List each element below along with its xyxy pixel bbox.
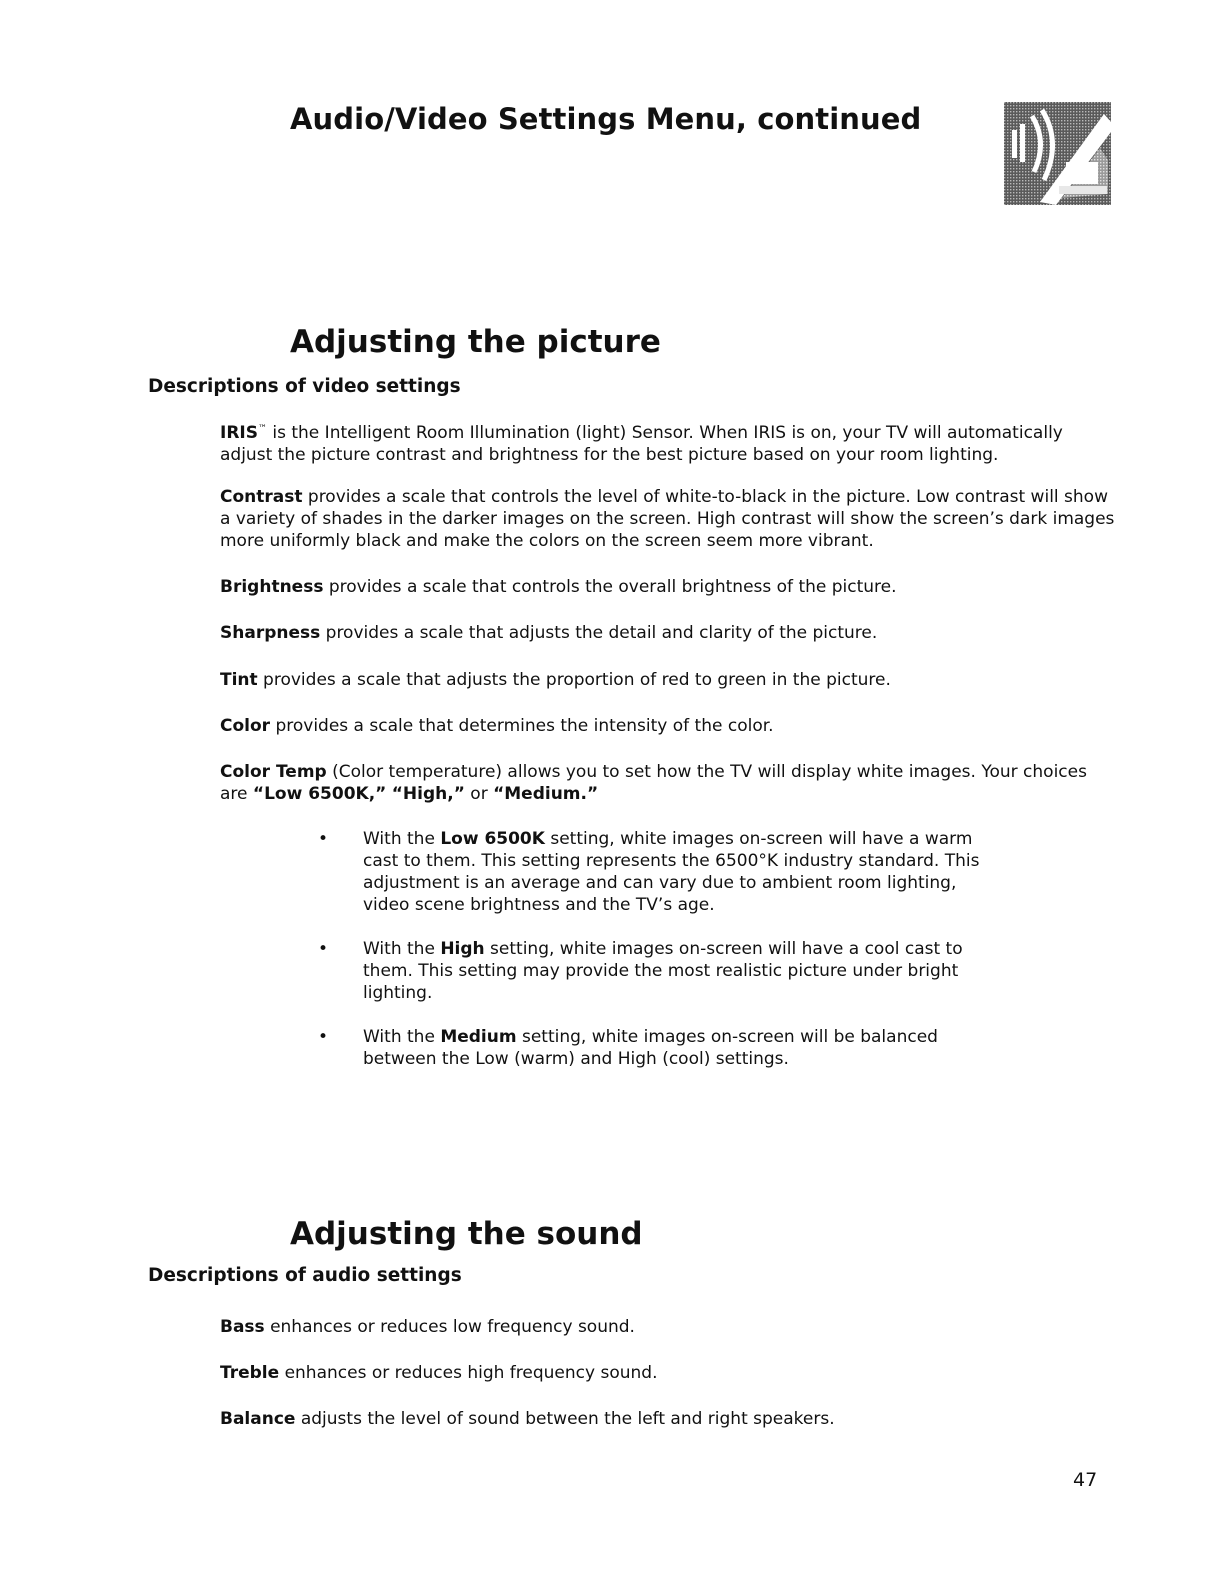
color-temp-term: Color Temp — [220, 762, 327, 782]
bass-text: enhances or reduces low frequency sound. — [264, 1317, 635, 1337]
color-temp-description — [220, 761, 1115, 805]
contrast-term: Contrast — [220, 487, 303, 507]
tint-text: provides a scale that adjusts the proportion of red to green in the picture. — [257, 670, 891, 690]
color-term: Color — [220, 716, 271, 736]
treble-text: enhances or reduces high frequency sound. — [279, 1363, 658, 1383]
choice-high: “High,” — [391, 784, 465, 804]
bullet-marker: • — [318, 1027, 329, 1047]
bullet-body: setting, white images on-screen will have a cool cast to them. This setting may provide the most realistic picture under bright lighting. — [363, 939, 963, 1003]
treble-description — [220, 1362, 1115, 1384]
bullet-term: Low 6500K — [440, 829, 545, 849]
bullet-body: setting, white images on-screen will have a warm cast to them. This setting represents the 6500°K industry standard. This adjustment is an average and can vary due to ambient room lighting, video scene brightness and the TV’s age. — [363, 829, 980, 915]
choice-low: “Low 6500K,” — [252, 784, 387, 804]
contrast-description — [220, 486, 1115, 552]
balance-term: Balance — [220, 1409, 296, 1429]
brightness-term: Brightness — [220, 577, 324, 597]
audio-settings-subtitle: Descriptions of audio settings — [148, 1265, 462, 1286]
iris-text: is the Intelligent Room Illumination (light) Sensor. When IRIS is on, your TV will automatically adjust the picture contrast and brightness for the best picture based on your room lighting. — [220, 423, 1063, 465]
iris-description — [220, 418, 1115, 466]
bullet-text — [363, 828, 983, 916]
sharpness-text: provides a scale that adjusts the detail and clarity of the picture. — [320, 623, 878, 643]
color-temp-text: (Color temperature) allows you to set how the TV will display white images. Your choices are — [220, 762, 1087, 804]
brightness-text: provides a scale that controls the overall brightness of the picture. — [323, 577, 897, 597]
brightness-description — [220, 576, 1115, 598]
sharpness-description — [220, 622, 1115, 644]
balance-description — [220, 1408, 1115, 1430]
bullet-term: High — [440, 939, 485, 959]
sharpness-term: Sharpness — [220, 623, 321, 643]
page-title: Audio/Video Settings Menu, continued — [290, 102, 922, 136]
trademark-mark: ™ — [257, 424, 267, 434]
sound-section-title: Adjusting the sound — [290, 1216, 643, 1252]
page-number: 47 — [1073, 1469, 1098, 1491]
color-description — [220, 715, 1115, 737]
bullet-prefix: With the — [363, 939, 441, 959]
bullet-text — [363, 1026, 983, 1070]
tint-term: Tint — [220, 670, 258, 690]
treble-term: Treble — [220, 1363, 280, 1383]
bullet-term: Medium — [440, 1027, 517, 1047]
bullet-prefix: With the — [363, 1027, 441, 1047]
choice-medium: “Medium.” — [493, 784, 599, 804]
color-text: provides a scale that determines the intensity of the color. — [270, 716, 774, 736]
bass-description — [220, 1316, 1115, 1338]
bass-term: Bass — [220, 1317, 265, 1337]
tint-description — [220, 669, 1115, 691]
bullet-marker: • — [318, 939, 329, 959]
video-settings-subtitle: Descriptions of video settings — [148, 376, 461, 397]
bullet-text — [363, 938, 983, 1004]
bullet-marker: • — [318, 829, 329, 849]
choice-separator: or — [464, 784, 494, 804]
bullet-body: setting, white images on-screen will be balanced between the Low (warm) and High (cool) settings. — [363, 1027, 938, 1069]
bullet-prefix: With the — [363, 829, 441, 849]
contrast-text: provides a scale that controls the level of white-to-black in the picture. Low contrast will show a variety of shades in the darker images on the screen. High contrast will show the screen’s dark images more uniformly black and make the colors on the screen seem more vibrant. — [220, 487, 1115, 551]
balance-text: adjusts the level of sound between the left and right speakers. — [295, 1409, 835, 1429]
audio-video-icon-graphic — [1004, 102, 1111, 205]
picture-section-title: Adjusting the picture — [290, 324, 661, 360]
iris-term: IRIS — [220, 423, 258, 443]
audio-video-icon — [1004, 102, 1111, 205]
